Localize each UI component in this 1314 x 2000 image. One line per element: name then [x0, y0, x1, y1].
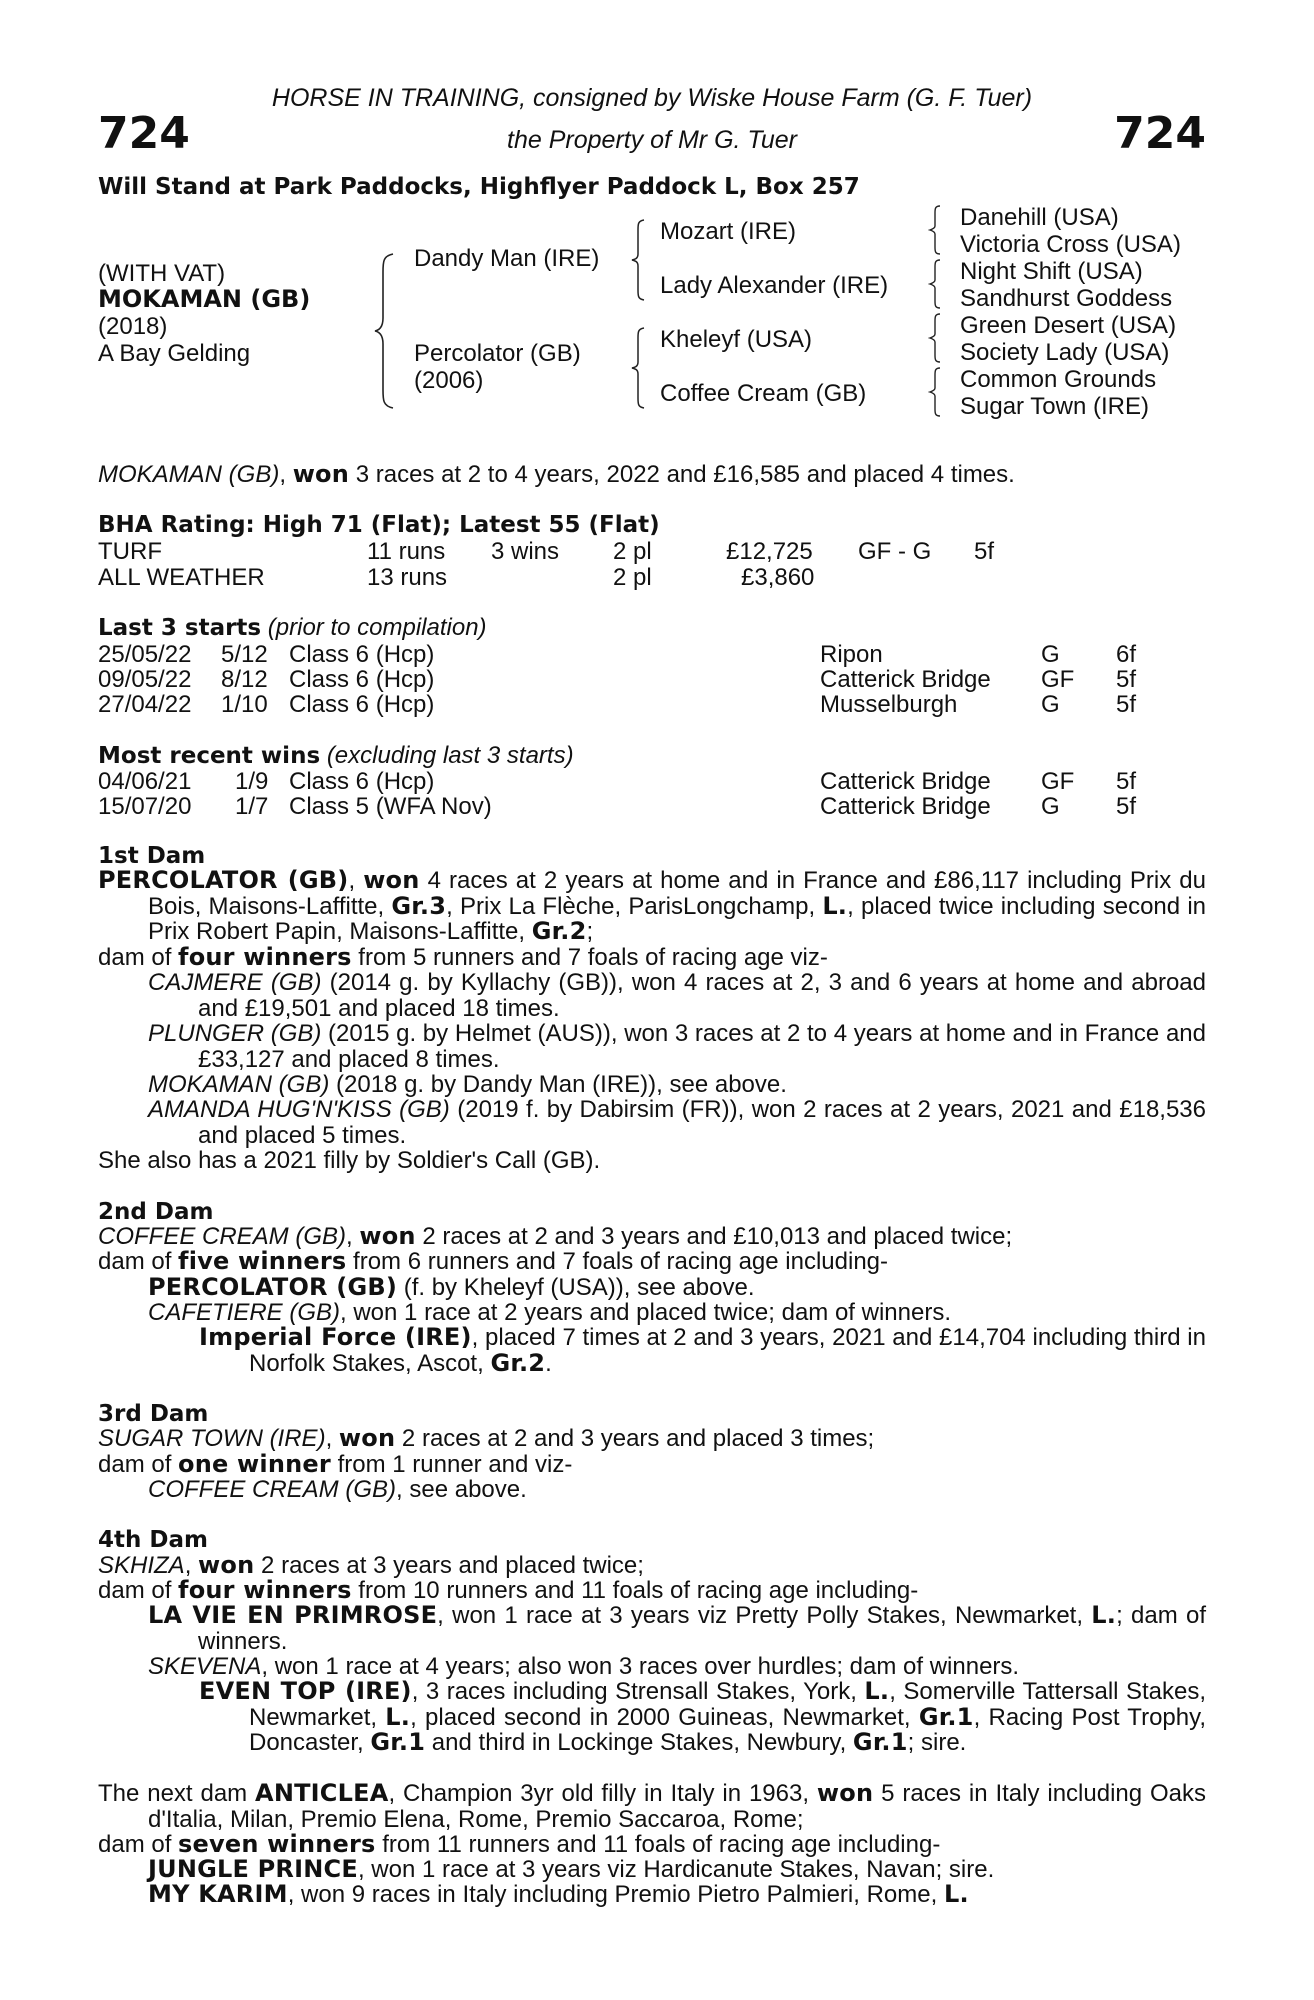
dam2-foal: PERCOLATOR (GB) (f. by Kheleyf (USA)), see above.	[148, 1273, 755, 1301]
dam2-grandfoal: Imperial Force (IRE), placed 7 times at 2 and 3 years, 2021 and £14,704 including third in Norfolk Stakes, Ascot, Gr.2.	[199, 1323, 1206, 1377]
dam4-grandfoal: EVEN TOP (IRE), 3 races including Strensall Stakes, York, L., Somerville Tattersall Stakes, Newmarket, L., placed second in 2000 Guineas, Newmarket, Gr.1, Racing Post Trophy, Doncaster, Gr.1 and third in Lockinge Stakes, Newbury, Gr.1; sire.	[199, 1677, 1207, 1756]
dam-sire: Kheleyf (USA)	[660, 326, 813, 353]
gen3-brace-3	[928, 312, 942, 364]
next-dam-foal: MY KARIM, won 9 races in Italy including Premio Pietro Palmieri, Rome, L.	[148, 1880, 969, 1908]
header-consignor: HORSE IN TRAINING, consigned by Wiske House Farm (G. F. Tuer)	[271, 84, 1033, 112]
rating-row: TURF 11 runs 3 wins 2 pl £12,725 GF - G 5f	[98, 538, 995, 565]
gen3-brace-2	[928, 258, 942, 310]
dam2-record: COFFEE CREAM (GB), won 2 races at 2 and 3 years and £10,013 and placed twice;	[98, 1222, 1013, 1250]
gen3-ancestor: Sandhurst Goddess	[960, 285, 1173, 312]
lot-number-left: 724	[98, 108, 190, 159]
dam2-foal: CAFETIERE (GB), won 1 race at 2 years and placed twice; dam of winners.	[148, 1299, 951, 1326]
header-property: the Property of Mr G. Tuer	[507, 126, 797, 154]
next-dam-record: The next dam ANTICLEA, Champion 3yr old filly in Italy in 1963, won 5 races in Italy including Oaks d'Italia, Milan, Premio Elena, Rome, Premio Saccaroa, Rome;	[98, 1779, 1206, 1833]
dam4-foal: LA VIE EN PRIMROSE, won 1 race at 3 years viz Pretty Polly Stakes, Newmarket, L.; dam of winners.	[148, 1601, 1207, 1655]
horse-description: A Bay Gelding	[98, 340, 251, 367]
gen3-brace-4	[928, 366, 942, 418]
pedigree-brace	[373, 252, 395, 410]
dam1-title: 1st Dam	[98, 843, 206, 869]
race-summary: MOKAMAN (GB), won 3 races at 2 to 4 years, 2022 and £16,585 and placed 4 times.	[98, 460, 1015, 488]
recent-wins-title: Most recent wins (excluding last 3 starts)	[98, 742, 574, 769]
win-row: 15/07/20 1/7 Class 5 (WFA Nov) Catterick Bridge G 5f	[98, 793, 1137, 820]
dam-name: Percolator (GB)	[414, 340, 581, 367]
sire-brace	[630, 218, 646, 302]
dam1-foal: PLUNGER (GB) (2015 g. by Helmet (AUS)), won 3 races at 2 to 4 years at home and in France and £33,127 and placed 8 times.	[148, 1020, 1207, 1073]
start-row: 09/05/22 8/12 Class 6 (Hcp) Catterick Bridge GF 5f	[98, 666, 1137, 693]
gen3-ancestor: Society Lady (USA)	[960, 339, 1170, 366]
sire-dam: Lady Alexander (IRE)	[660, 272, 889, 299]
dam3-produce: dam of one winner from 1 runner and viz-	[98, 1450, 573, 1478]
rating-row: ALL WEATHER 13 runs 2 pl £3,860	[98, 564, 815, 591]
sire-sire: Mozart (IRE)	[660, 218, 797, 245]
gen3-ancestor: Danehill (USA)	[960, 204, 1119, 231]
start-row: 25/05/22 5/12 Class 6 (Hcp) Ripon G 6f	[98, 641, 1137, 668]
gen3-brace-1	[928, 204, 942, 256]
dam1-foal: AMANDA HUG'N'KISS (GB) (2019 f. by Dabirsim (FR)), won 2 races at 2 years, 2021 and £18,536 and placed 5 times.	[148, 1096, 1206, 1149]
gen3-ancestor: Common Grounds	[960, 366, 1157, 393]
bha-rating-title: BHA Rating: High 71 (Flat); Latest 55 (Flat)	[98, 512, 660, 538]
dam3-foal: COFFEE CREAM (GB), see above.	[148, 1476, 527, 1503]
dam1-foal: MOKAMAN (GB) (2018 g. by Dandy Man (IRE)), see above.	[148, 1071, 787, 1098]
dam-dam: Coffee Cream (GB)	[660, 380, 867, 407]
gen3-ancestor: Green Desert (USA)	[960, 312, 1177, 339]
dam2-produce: dam of five winners from 6 runners and 7 foals of racing age including-	[98, 1247, 889, 1275]
dam-brace	[630, 326, 646, 410]
next-dam-foal: JUNGLE PRINCE, won 1 race at 3 years viz Hardicanute Stakes, Navan; sire.	[148, 1855, 995, 1883]
dam4-foal: SKEVENA, won 1 race at 4 years; also won 3 races over hurdles; dam of winners.	[148, 1653, 1020, 1680]
last3-title: Last 3 starts (prior to compilation)	[98, 614, 487, 641]
dam2-title: 2nd Dam	[98, 1199, 214, 1225]
gen3-ancestor: Victoria Cross (USA)	[960, 231, 1181, 258]
dam1-foal: CAJMERE (GB) (2014 g. by Kyllachy (GB)), won 4 races at 2, 3 and 6 years at home and abroad and £19,501 and placed 18 times.	[148, 969, 1206, 1022]
horse-name: MOKAMAN (GB)	[98, 285, 311, 313]
gen3-ancestor: Night Shift (USA)	[960, 258, 1143, 285]
dam4-produce: dam of four winners from 10 runners and 11 foals of racing age including-	[98, 1576, 919, 1604]
stand-location: Will Stand at Park Paddocks, Highflyer Paddock L, Box 257	[98, 174, 860, 200]
dam1-record: PERCOLATOR (GB), won 4 races at 2 years at home and in France and £86,117 including Prix du Bois, Maisons-Laffitte, Gr.3, Prix La Flèche, ParisLongchamp, L., placed twice including second in Prix Robert Papin, Maisons-Laffitte, Gr.2;	[98, 866, 1206, 945]
win-row: 04/06/21 1/9 Class 6 (Hcp) Catterick Bridge GF 5f	[98, 768, 1137, 795]
lot-number-right: 724	[1114, 108, 1206, 159]
next-dam-produce: dam of seven winners from 11 runners and 11 foals of racing age including-	[98, 1830, 941, 1858]
sire-name: Dandy Man (IRE)	[414, 245, 600, 272]
dam3-record: SUGAR TOWN (IRE), won 2 races at 2 and 3 years and placed 3 times;	[98, 1424, 875, 1452]
vat-note: (WITH VAT)	[98, 260, 226, 287]
dam3-title: 3rd Dam	[98, 1401, 209, 1427]
dam-year: (2006)	[414, 367, 484, 394]
start-row: 27/04/22 1/10 Class 6 (Hcp) Musselburgh G 5f	[98, 691, 1137, 718]
dam1-produce: dam of four winners from 5 runners and 7 foals of racing age viz-	[98, 943, 828, 971]
horse-year: (2018)	[98, 313, 168, 340]
dam1-also: She also has a 2021 filly by Soldier's Call (GB).	[98, 1147, 601, 1174]
gen3-ancestor: Sugar Town (IRE)	[960, 393, 1149, 420]
dam4-record: SKHIZA, won 2 races at 3 years and placed twice;	[98, 1551, 644, 1579]
dam4-title: 4th Dam	[98, 1527, 208, 1553]
